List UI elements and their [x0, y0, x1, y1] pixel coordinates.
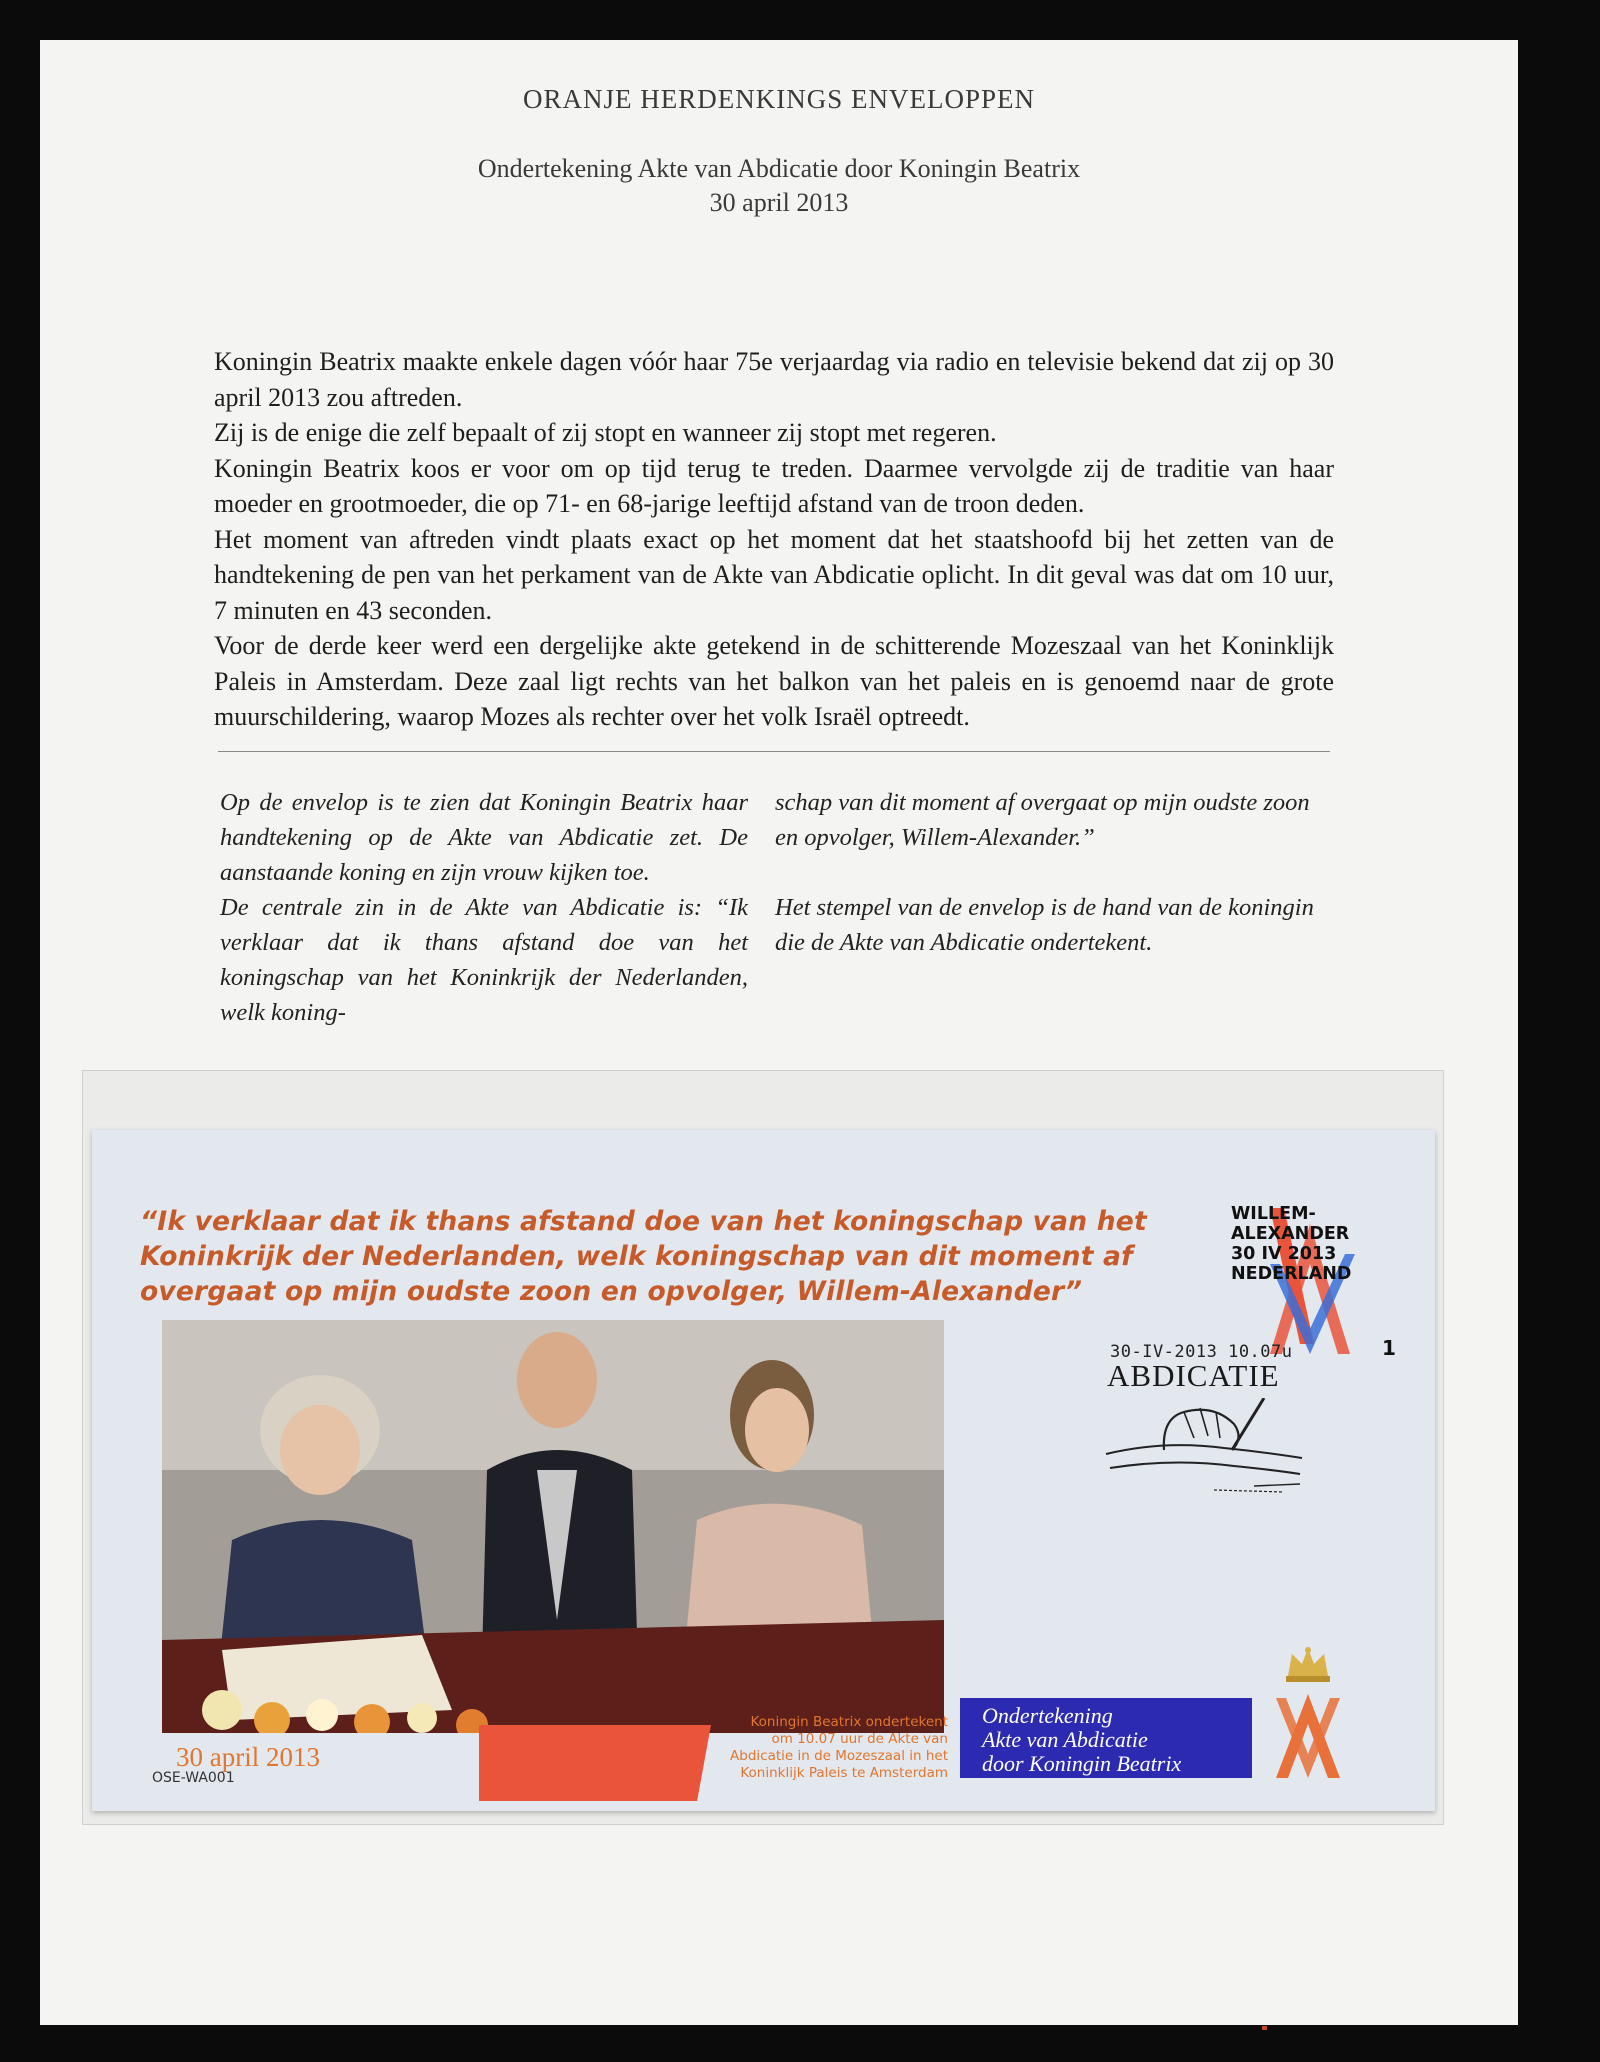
envelope-date: 30 april 2013: [176, 1742, 320, 1772]
red-band: [479, 1725, 711, 1801]
caption-line: Koninklijk Paleis te Amsterdam: [740, 1765, 948, 1781]
notes-right-column: [775, 785, 1335, 960]
body-paragraph: Voor de derde keer werd een dergelijke akte getekend in de schitterende Mozeszaal van het Koninklijk Paleis in Amsterdam. Deze zaal ligt rechts van het balkon van het paleis en is genoemd naar de grote muurschildering, waarop Mozes als rechter over het volk Israël optreedt.: [214, 631, 1334, 731]
subtitle-line-2: 30 april 2013: [709, 188, 849, 217]
notes-left-column: [220, 785, 748, 1030]
banner-line: Ondertekening: [982, 1703, 1113, 1728]
note-paragraph: schap van dit moment af overgaat op mijn oudste zoon en opvolger, Willem-Alexander.”: [775, 789, 1310, 851]
postmark-word: ABDICATIE: [1107, 1358, 1280, 1393]
crown-wa-logo-icon: [1272, 1642, 1344, 1782]
stamp-value: 1: [1382, 1336, 1396, 1360]
caption-line: Abdicatie in de Mozeszaal in het: [730, 1748, 948, 1764]
caption-line: om 10.07 uur de Akte van: [771, 1731, 948, 1747]
envelope-code: OSE-WA001: [152, 1770, 235, 1786]
photo-caption: [720, 1714, 948, 1782]
quote-line: Koninkrijk der Nederlanden, welk koningschap van dit moment af: [140, 1241, 1133, 1272]
body-paragraph: Zij is de enige die zelf bepaalt of zij stopt en wanneer zij stopt met regeren.: [214, 418, 997, 447]
title-banner: [960, 1698, 1252, 1778]
note-paragraph: Op de envelop is te zien dat Koningin Beatrix haar handtekening op de Akte van Abdicatie zet. De aanstaande koning en zijn vrouw kijken toe.: [220, 789, 748, 886]
body-text: [214, 344, 1334, 735]
subtitle-line-1: Ondertekening Akte van Abdicatie door Koningin Beatrix: [477, 154, 1081, 183]
speck: [1262, 2026, 1267, 2030]
stamp-line: NEDERLAND: [1231, 1264, 1352, 1284]
stamp-text: [1231, 1204, 1351, 1284]
quote-line: overgaat op mijn oudste zoon en opvolger, Willem-Alexander”: [140, 1276, 1083, 1307]
stamp-line: WILLEM-: [1231, 1204, 1316, 1224]
divider: [218, 751, 1330, 752]
body-paragraph: Koningin Beatrix koos er voor om op tijd terug te treden. Daarmee vervolgde zij de traditie van haar moeder en grootmoeder, die op 71- en 68-jarige leeftijd afstand van de troon deden.: [214, 453, 1334, 518]
signing-hand-postmark-icon: [1104, 1398, 1304, 1498]
page-subtitle: [40, 152, 1518, 220]
quote-line: “Ik verklaar dat ik thans afstand doe van het koningschap van het: [140, 1206, 1147, 1237]
body-paragraph: Het moment van aftreden vindt plaats exact op het moment dat het staatshoofd bij het zetten van de handtekening de pen van het perkament van de Akte van Abdicatie oplicht. In dit geval was dat om 10 uur, 7 minuten en 43 seconden.: [214, 524, 1334, 625]
body-paragraph: Koningin Beatrix maakte enkele dagen vóór haar 75e verjaardag via radio en televisie bekend dat zij op 30 april 2013 zou aftreden.: [214, 347, 1334, 412]
stamp-line: 30 IV 2013: [1231, 1244, 1337, 1264]
envelope-quote: [140, 1204, 1147, 1309]
note-paragraph: Het stempel van de envelop is de hand van de koningin die de Akte van Abdicatie ondertekent.: [775, 894, 1314, 956]
stamp-line: ALEXANDER: [1231, 1224, 1350, 1244]
banner-line: door Koningin Beatrix: [982, 1751, 1182, 1776]
page-title: ORANJE HERDENKINGS ENVELOPPEN: [523, 84, 1035, 114]
banner-line: Akte van Abdicatie: [982, 1727, 1148, 1752]
commemorative-envelope: [92, 1130, 1435, 1811]
signing-photo: [162, 1320, 944, 1733]
caption-line: Koningin Beatrix ondertekent: [750, 1714, 948, 1730]
note-paragraph: De centrale zin in de Akte van Abdicatie is: “Ik verklaar dat ik thans afstand doe van het koningschap van het Koninkrijk der Nederlanden, welk koning-: [220, 894, 748, 1026]
album-page: [40, 40, 1518, 2025]
postmark-date: 30-IV-2013 10.07u: [1110, 1342, 1293, 1362]
